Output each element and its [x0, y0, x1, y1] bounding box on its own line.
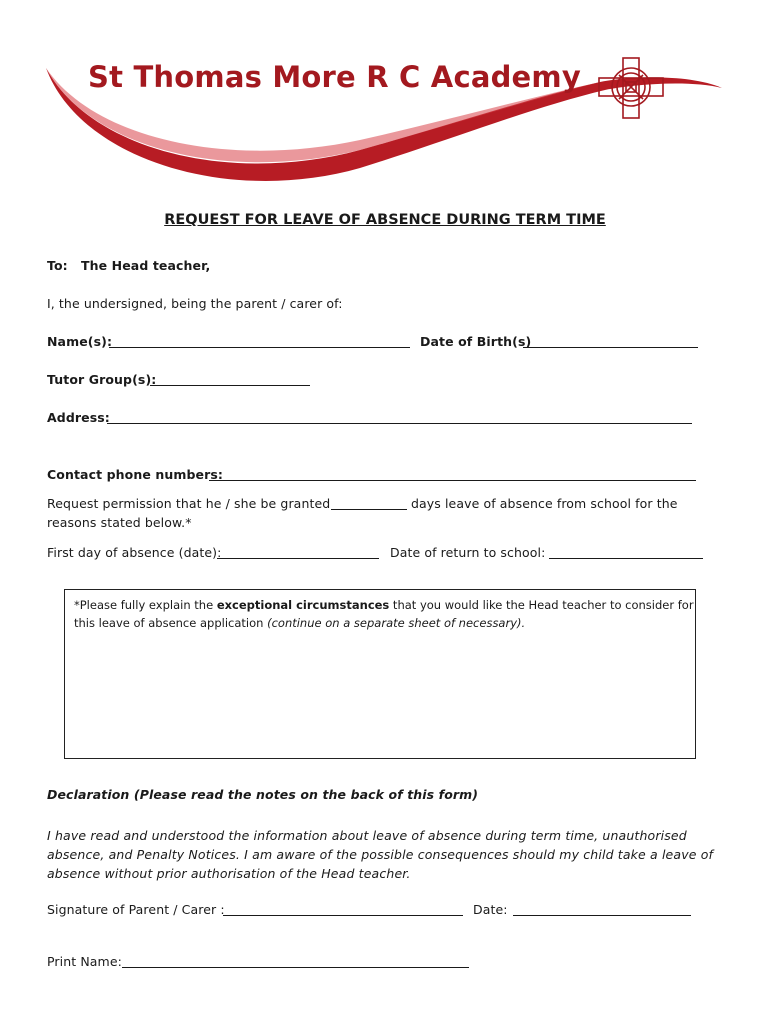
to-label: To:	[47, 258, 68, 273]
address-label: Address:	[47, 410, 110, 425]
address-field[interactable]	[107, 423, 692, 424]
tutor-group-label: Tutor Group(s):	[47, 372, 157, 387]
declaration-line-2: absence, and Penalty Notices. I am aware of the possible consequences should my child take a leave of	[47, 847, 714, 862]
request-text-1a: Request permission that he / she be granted	[47, 496, 331, 511]
print-name-field[interactable]	[122, 967, 469, 968]
phone-field[interactable]	[209, 480, 696, 481]
intro-text: I, the undersigned, being the parent / carer of:	[47, 296, 343, 311]
phone-label: Contact phone numbers:	[47, 467, 224, 482]
reason-bold: exceptional circumstances	[216, 598, 390, 612]
declaration-title: Declaration (Please read the notes on the back of this form)	[47, 787, 479, 802]
print-name-label: Print Name:	[47, 954, 122, 969]
school-name: St Thomas More R C Academy	[88, 60, 581, 94]
days-field[interactable]	[331, 509, 407, 510]
signature-label: Signature of Parent / Carer :	[47, 902, 225, 917]
return-label: Date of return to school:	[390, 545, 546, 560]
form-title: REQUEST FOR LEAVE OF ABSENCE DURING TERM TIME	[164, 212, 606, 228]
declaration-line-3: absence without prior authorisation of the Head teacher.	[47, 866, 411, 881]
first-day-field[interactable]	[217, 558, 379, 559]
reason-line2: this leave of absence application	[74, 616, 268, 630]
declaration-body	[47, 826, 713, 883]
request-text-2: reasons stated below.*	[47, 515, 192, 530]
names-field[interactable]	[109, 347, 410, 348]
first-day-label: First day of absence (date):	[47, 545, 222, 560]
request-text-1b: days leave of absence from school for the	[411, 496, 678, 511]
reason-instructions	[74, 596, 694, 632]
reason-prefix: *Please fully explain the	[74, 598, 217, 612]
date-field[interactable]	[513, 915, 691, 916]
return-date-field[interactable]	[549, 558, 703, 559]
reason-suffix: that you would like the Head teacher to consider for	[389, 598, 694, 612]
reason-italic: (continue on a separate sheet of necessary).	[267, 616, 526, 630]
declaration-line-1: I have read and understood the information about leave of absence during term time, unauthorised	[47, 828, 687, 843]
signature-field[interactable]	[223, 915, 463, 916]
celtic-cross-crest-icon	[596, 56, 666, 120]
tutor-group-field[interactable]	[150, 385, 310, 386]
dob-label: Date of Birth(s)	[420, 334, 532, 349]
to-value: The Head teacher,	[81, 258, 211, 273]
dob-field[interactable]	[523, 347, 698, 348]
date-label: Date:	[473, 902, 508, 917]
names-label: Name(s):	[47, 334, 113, 349]
